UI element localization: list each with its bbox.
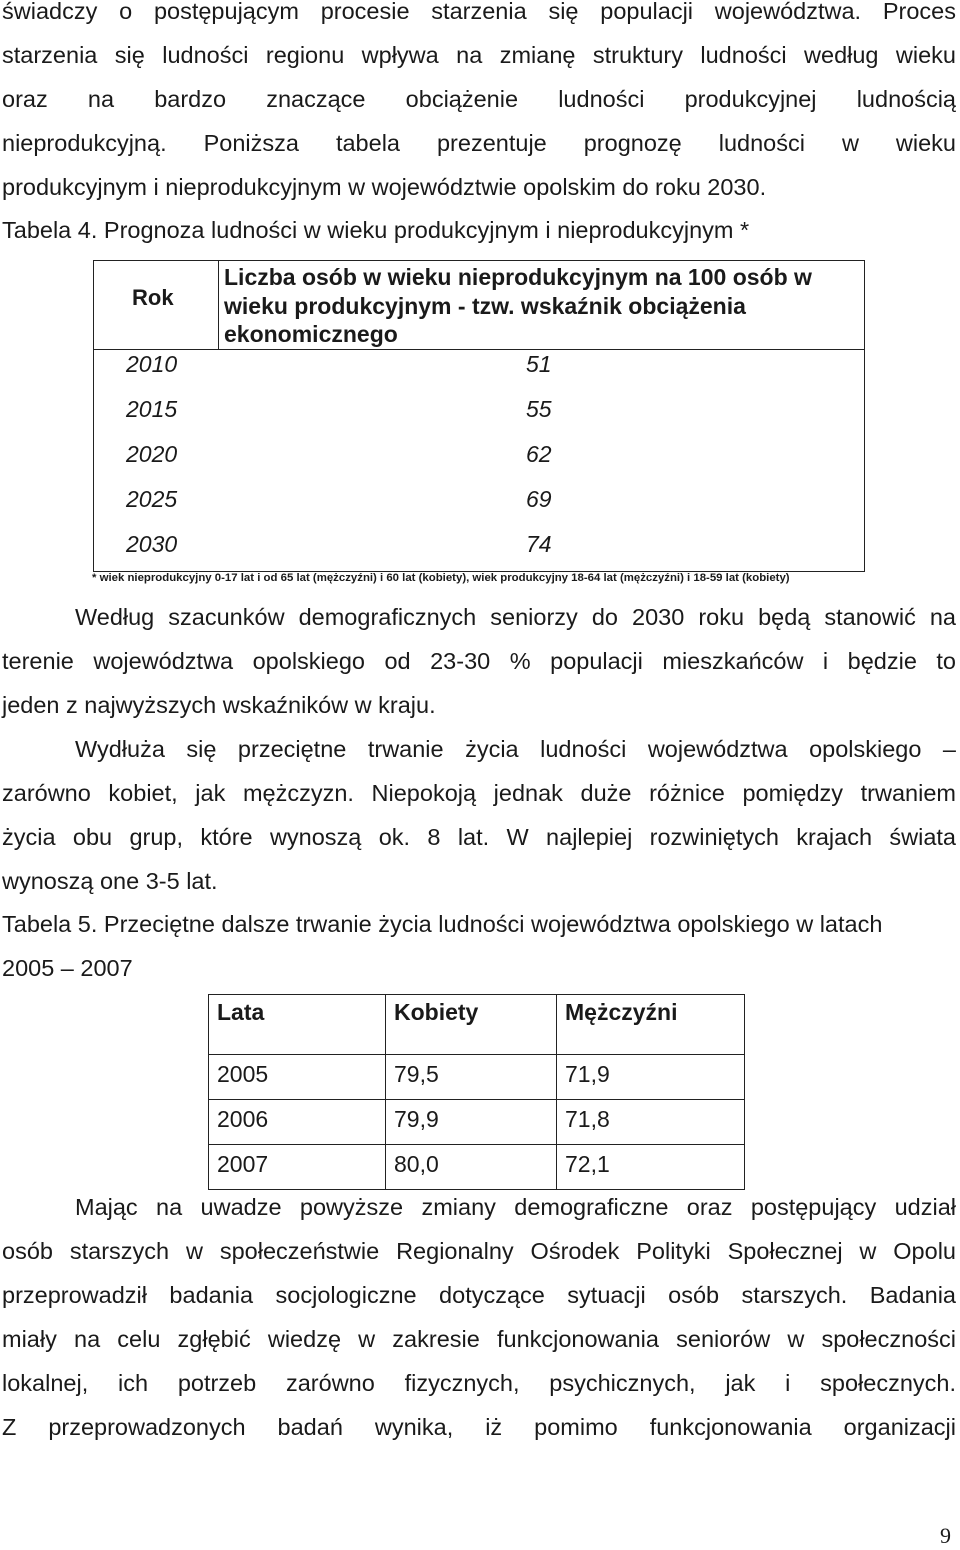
table5-header-cell: Lata	[209, 995, 386, 1055]
table5-cell: 2006	[209, 1100, 386, 1145]
table4-value: 62	[526, 441, 552, 467]
paragraph-line: Mając na uwadze powyższe zmiany demograficzne oraz postępujący udział	[75, 1194, 956, 1220]
table5-cell: 79,9	[386, 1100, 557, 1145]
paragraph-line: wynoszą one 3-5 lat.	[2, 868, 218, 894]
paragraph-line: Według szacunków demograficznych seniorzy do 2030 roku będą stanowić na	[75, 604, 956, 630]
table4	[93, 260, 865, 572]
table4-value: 69	[526, 486, 552, 512]
table-row	[209, 1055, 745, 1100]
page-number: 9	[940, 1523, 951, 1548]
table4-year: 2025	[126, 486, 178, 512]
table5	[208, 994, 745, 1190]
table4-header-year: Rok	[132, 285, 174, 310]
table5-header-cell: Mężczyźni	[557, 995, 745, 1055]
table4-header-value: Liczba osób w wieku nieprodukcyjnym na 100 osób w wieku produkcyjnym - tzw. wskaźnik obciążenia ekonomicznego	[224, 264, 812, 347]
table4-caption: Tabela 4. Prognoza ludności w wieku produkcyjnym i nieprodukcyjnym *	[2, 217, 750, 243]
paragraph-line: jeden z najwyższych wskaźników w kraju.	[2, 692, 436, 718]
table5-cell: 80,0	[386, 1145, 557, 1190]
table5-header-cell: Kobiety	[386, 995, 557, 1055]
table5-cell: 79,5	[386, 1055, 557, 1100]
paragraph-line: przeprowadził badania socjologiczne dotyczące sytuacji osób starszych. Badania	[2, 1282, 956, 1308]
table-header-row	[209, 995, 745, 1055]
table4-value: 55	[526, 396, 552, 422]
paragraph-line: starzenia się ludności regionu wpływa na zmianę struktury ludności według wieku	[2, 42, 956, 68]
paragraph-line: zarówno kobiet, jak mężczyzn. Niepokoją jednak duże różnice pomiędzy trwaniem	[2, 780, 956, 806]
paragraph-line: Wydłuża się przeciętne trwanie życia ludności województwa opolskiego –	[75, 736, 956, 762]
paragraph-line: lokalnej, ich potrzeb zarówno fizycznych, psychicznych, jak i społecznych.	[2, 1370, 956, 1396]
table4-value: 51	[526, 351, 552, 377]
table4-year: 2020	[126, 441, 178, 467]
paragraph-line: Z przeprowadzonych badań wynika, iż pomimo funkcjonowania organizacji	[2, 1414, 956, 1440]
table-row	[209, 1145, 745, 1190]
table-divider	[94, 349, 864, 350]
table5-caption: Tabela 5. Przeciętne dalsze trwanie życia ludności województwa opolskiego w latach	[2, 911, 883, 937]
table4-footnote: * wiek nieprodukcyjny 0-17 lat i od 65 lat (mężczyźni) i 60 lat (kobiety), wiek produkcyjny 18-64 lat (mężczyźni) i 18-59 lat (kobiety)	[92, 572, 790, 584]
table5-cell: 71,8	[557, 1100, 745, 1145]
table5-cell: 72,1	[557, 1145, 745, 1190]
paragraph-line: życia obu grup, które wynoszą ok. 8 lat. W najlepiej rozwiniętych krajach świata	[2, 824, 956, 850]
table4-value: 74	[526, 531, 552, 557]
paragraph-line: terenie województwa opolskiego od 23-30 % populacji mieszkańców i będzie to	[2, 648, 956, 674]
paragraph-line: świadczy o postępującym procesie starzenia się populacji województwa. Proces	[2, 0, 956, 24]
table4-year: 2015	[126, 396, 178, 422]
paragraph-line: produkcyjnym i nieprodukcyjnym w województwie opolskim do roku 2030.	[2, 174, 767, 200]
table-row	[209, 1100, 745, 1145]
paragraph-line: oraz na bardzo znaczące obciążenie ludności produkcyjnej ludnością	[2, 86, 956, 112]
table4-year: 2010	[126, 351, 178, 377]
table5-cell: 2007	[209, 1145, 386, 1190]
paragraph-line: nieprodukcyjną. Poniższa tabela prezentuje prognozę ludności w wieku	[2, 130, 956, 156]
table5-cell: 2005	[209, 1055, 386, 1100]
paragraph-line: osób starszych w społeczeństwie Regionalny Ośrodek Polityki Społecznej w Opolu	[2, 1238, 956, 1264]
table5-cell: 71,9	[557, 1055, 745, 1100]
table4-year: 2030	[126, 531, 178, 557]
table5-caption-years: 2005 – 2007	[2, 955, 133, 981]
paragraph-line: miały na celu zgłębić wiedzę w zakresie funkcjonowania seniorów w społeczności	[2, 1326, 956, 1352]
table-divider	[218, 261, 219, 349]
